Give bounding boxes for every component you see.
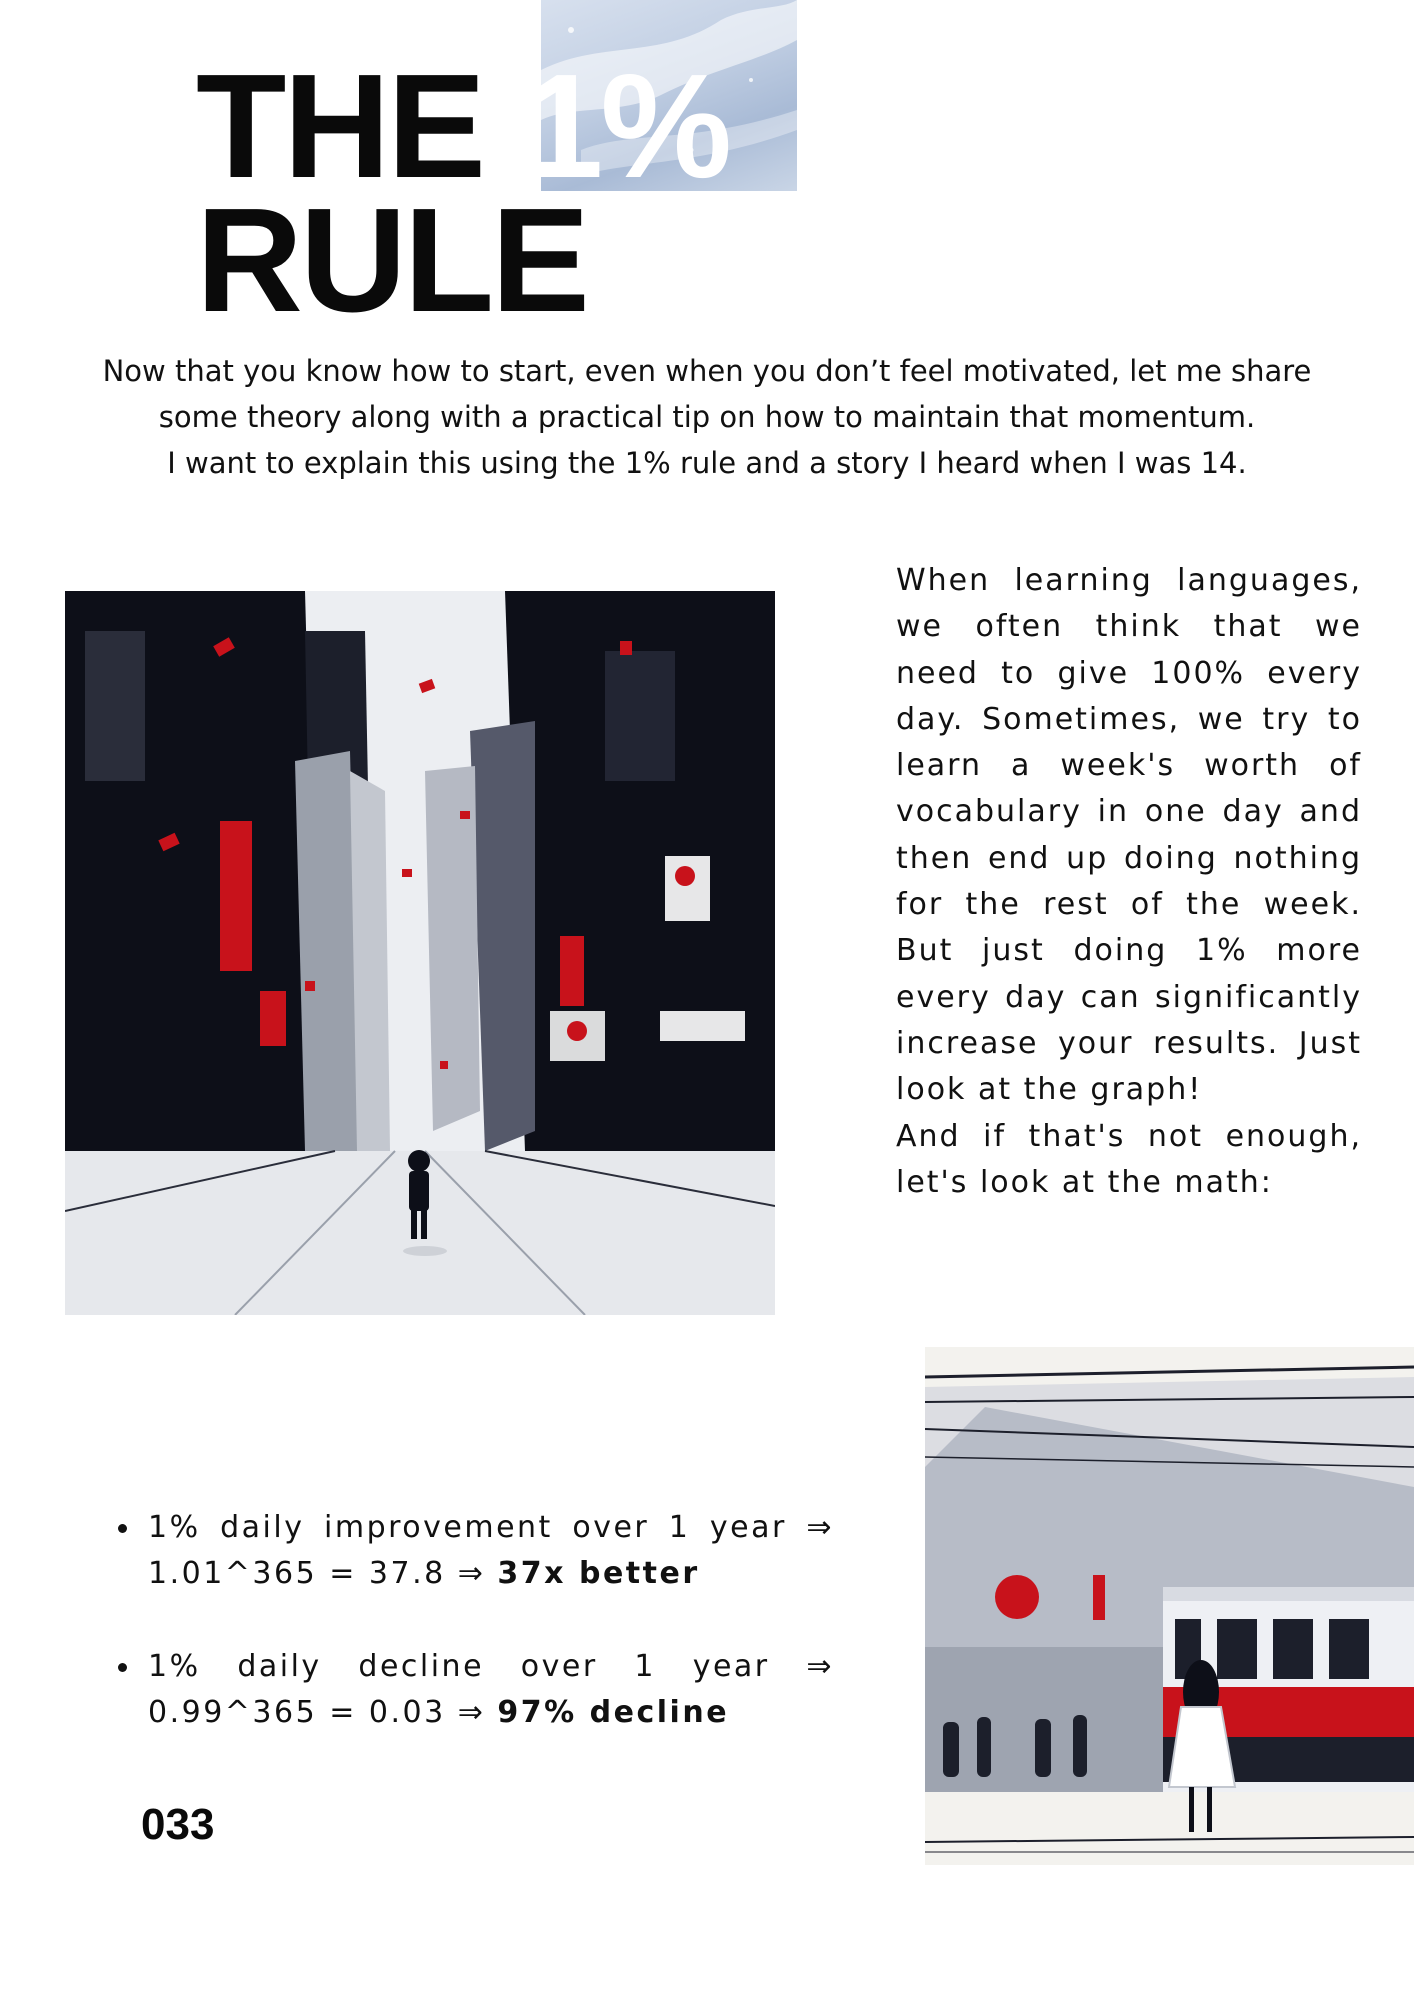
body-paragraph-1: When learning languages, we often think that we need to give 100% every day. Sometimes, we try to learn a week's worth of vocabulary in one day and then end up doing nothing for the rest of the week. But just doing 1% more every day can significantly increase your results. Just look at the graph! [896, 563, 1362, 1108]
city-street-illustration [65, 591, 775, 1315]
list-item [112, 1505, 834, 1597]
title-percent: 1% [521, 44, 730, 209]
math-list [112, 1505, 834, 1783]
intro-text [90, 348, 1324, 486]
body-paragraph-2: And if that's not enough, let's look at the math: [896, 1118, 1362, 1200]
intro-paragraph-2: I want to explain this using the 1% rule and a story I heard when I was 14. [167, 446, 1247, 480]
page-title [196, 44, 730, 343]
decline-result: 97% decline [497, 1695, 730, 1730]
train-station-illustration [925, 1347, 1414, 1865]
city-street-artwork [65, 591, 775, 1315]
decline-text: 1% daily decline over 1 year ⇒ 0.99^365 = 0.03 ⇒ [148, 1649, 834, 1730]
train-station-artwork [925, 1347, 1414, 1865]
page-number: 033 [141, 1800, 215, 1849]
improvement-result: 37x better [497, 1556, 700, 1591]
list-item [112, 1644, 834, 1736]
title-word-the: THE [196, 44, 483, 209]
title-line-2: RULE [196, 178, 587, 343]
intro-paragraph-1: Now that you know how to start, even when you don’t feel motivated, let me share some theory along with a practical tip on how to maintain that momentum. [102, 354, 1312, 434]
title-line-1 [196, 44, 730, 209]
improvement-text: 1% daily improvement over 1 year ⇒ 1.01^365 = 37.8 ⇒ [148, 1510, 834, 1591]
body-text [896, 558, 1362, 1206]
